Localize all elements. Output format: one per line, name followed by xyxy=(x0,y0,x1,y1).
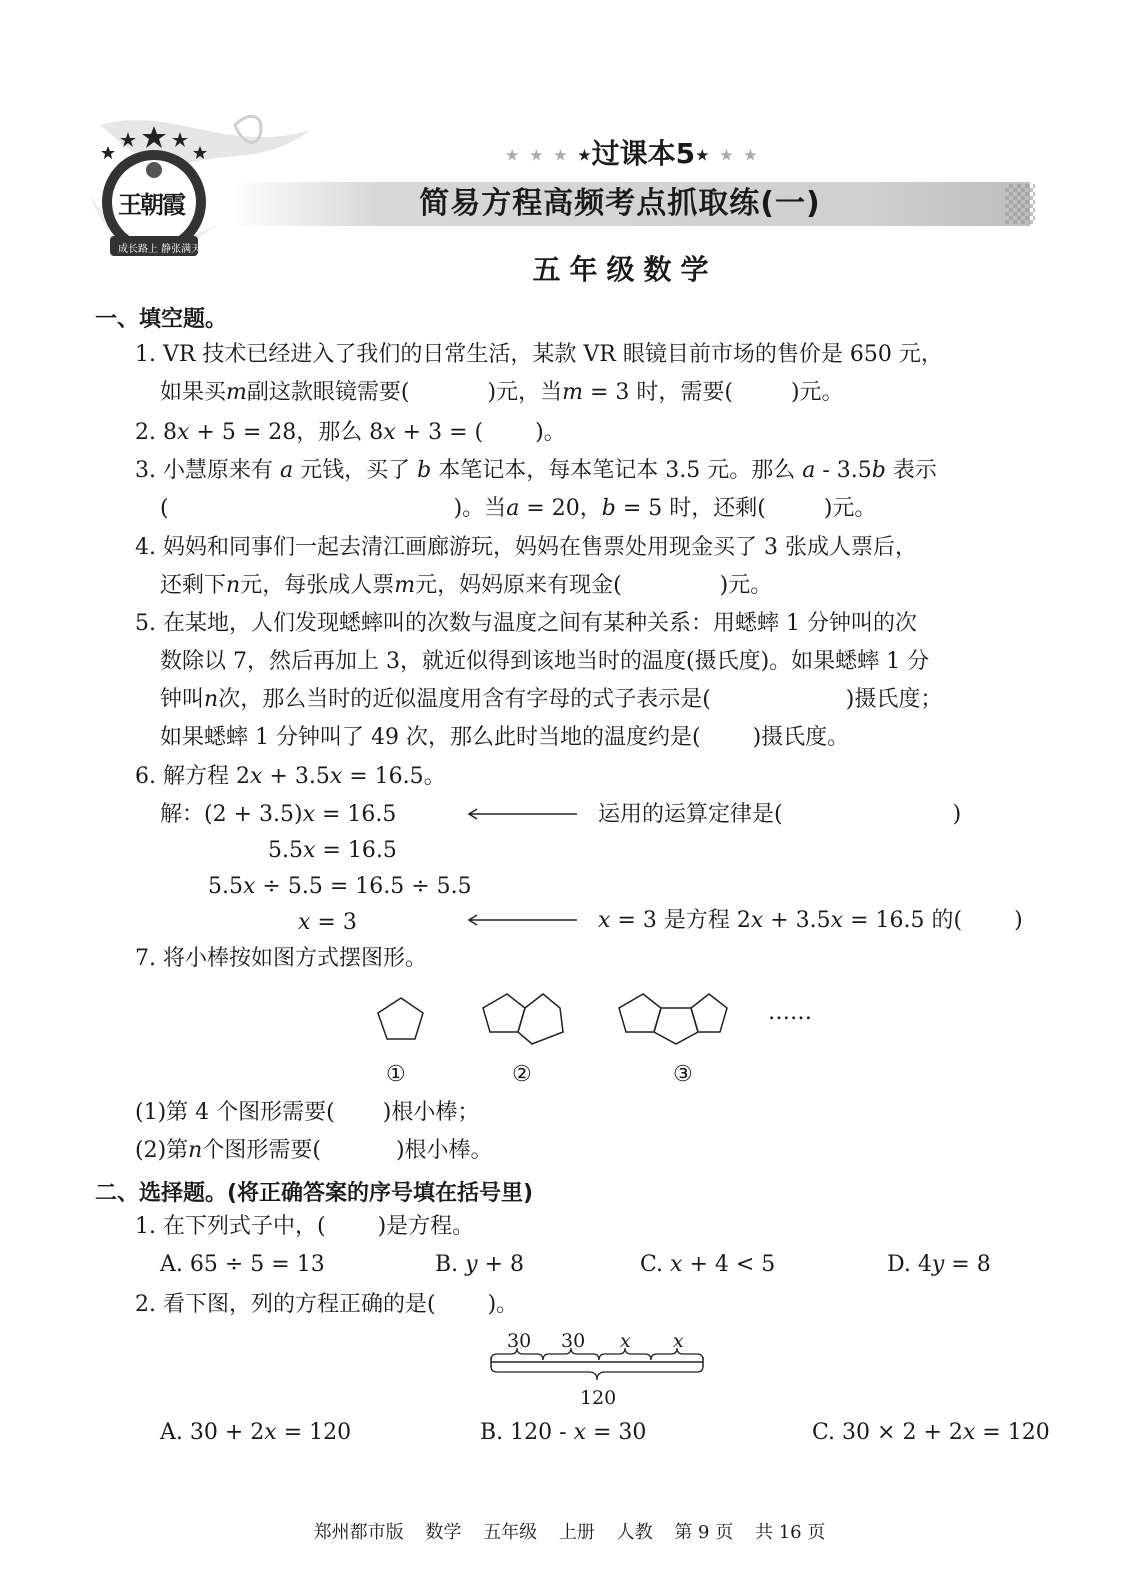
page-subtitle: 五年级数学 xyxy=(532,253,718,286)
q6-step-4: x = 3 xyxy=(298,910,357,935)
figure-label-2: ② xyxy=(512,1062,532,1087)
s2-q2-option-a[interactable]: A. 30 + 2x = 120 xyxy=(160,1420,352,1445)
s2-q2-option-b[interactable]: B. 120 - x = 30 xyxy=(480,1420,647,1445)
star-icon: ★ xyxy=(743,145,758,165)
q3-line-2: ( )。当a = 20，b = 5 时，还剩( )元。 xyxy=(160,496,877,521)
banner-checker-decoration xyxy=(1005,184,1035,224)
logo-slogan: 成长路上 静张满天 xyxy=(118,244,202,255)
segment-label: x xyxy=(620,1330,631,1352)
q5-line-4: 如果蟋蟀 1 分钟叫了 49 次，那么此时当地的温度约是( )摄氏度。 xyxy=(160,725,850,750)
s2-q1-option-c[interactable]: C. x + 4 < 5 xyxy=(640,1252,776,1277)
star-icon: ★ xyxy=(695,145,710,165)
star-icon: ★ xyxy=(719,145,734,165)
pentagon-figure-2a xyxy=(483,994,525,1032)
s2-q2-option-c[interactable]: C. 30 × 2 + 2x = 120 xyxy=(812,1420,1050,1445)
star-icon: ★ xyxy=(529,145,544,165)
s2-q1-option-d[interactable]: D. 4y = 8 xyxy=(887,1252,991,1277)
figure-label-1: ① xyxy=(386,1062,406,1087)
footer-subject: 数学 xyxy=(425,1522,462,1543)
pentagon-figure-2b xyxy=(518,994,563,1044)
arrow-left-icon xyxy=(465,912,580,928)
section-2-heading: 二、选择题。(将正确答案的序号填在括号里) xyxy=(95,1181,534,1206)
q5-line-3: 钟叫n次，那么当时的近似温度用含有字母的式子表示是( )摄氏度； xyxy=(160,687,943,712)
pentagon-figure-3b xyxy=(654,1008,698,1044)
q2-line: 2. 8x + 5 = 28，那么 8x + 3 = ( )。 xyxy=(135,420,566,445)
series-text: 过课本5 xyxy=(591,137,696,170)
arrow-left-icon xyxy=(465,806,580,822)
pentagon-pattern-figure xyxy=(370,982,780,1052)
s2-q1-stem: 1. 在下列式子中，( )是方程。 xyxy=(135,1214,475,1239)
series-label xyxy=(505,132,758,172)
footer-grade: 五年级 xyxy=(483,1522,538,1543)
footer-edition: 郑州都市版 xyxy=(313,1522,404,1543)
q5-line-1: 5. 在某地，人们发现蟋蟀叫的次数与温度之间有某种关系：用蟋蟀 1 分钟叫的次 xyxy=(135,611,917,636)
footer-page-number: 第 9 页 xyxy=(674,1522,734,1543)
q5-line-2: 数除以 7，然后再加上 3，就近似得到该地当时的温度(摄氏度)。如果蟋蟀 1 分 xyxy=(160,649,930,674)
q3-line-1: 3. 小慧原来有 a 元钱，买了 b 本笔记本，每本笔记本 3.5 元。那么 a - 3.5b 表示 xyxy=(135,458,937,483)
segment-label: 30 xyxy=(507,1330,532,1352)
segment-total: 120 xyxy=(580,1387,617,1409)
logo-text: 王朝霞 xyxy=(118,190,184,219)
star-icon: ★ xyxy=(577,145,592,165)
pentagon-figure-3a xyxy=(619,994,661,1032)
q1-line-1: 1. VR 技术已经进入了我们的日常生活，某款 VR 眼镜目前市场的售价是 650 元， xyxy=(135,342,943,367)
page-footer xyxy=(0,1518,1139,1544)
figure-label-3: ③ xyxy=(673,1062,693,1087)
pentagon-figure-3c xyxy=(691,994,727,1032)
q6-note-2: x = 3 是方程 2x + 3.5x = 16.5 的( ) xyxy=(598,908,1023,933)
segment-label: x xyxy=(673,1330,684,1352)
s2-q2-stem: 2. 看下图，列的方程正确的是( )。 xyxy=(135,1292,519,1317)
page-title: 简易方程高频考点抓取练(一) xyxy=(419,186,821,221)
footer-page-total: 共 16 页 xyxy=(754,1522,826,1543)
q6-step-2: 5.5x = 16.5 xyxy=(268,838,397,863)
footer-volume: 上册 xyxy=(558,1522,595,1543)
s2-q1-option-b[interactable]: B. y + 8 xyxy=(435,1252,525,1277)
q6-step-1: 解：(2 + 3.5)x = 16.5 xyxy=(160,802,397,827)
q7-part-2: (2)第n个图形需要( )根小棒。 xyxy=(135,1138,493,1163)
footer-publisher: 人教 xyxy=(616,1522,653,1543)
star-icon: ★ xyxy=(553,145,568,165)
q6-stem: 6. 解方程 2x + 3.5x = 16.5。 xyxy=(135,764,446,789)
q7-stem: 7. 将小棒按如图方式摆图形。 xyxy=(135,946,427,971)
section-1-heading: 一、填空题。 xyxy=(95,307,228,332)
q6-note-1: 运用的运算定律是( ) xyxy=(598,802,962,827)
q4-line-2: 还剩下n元，每张成人票m元，妈妈原来有现金( )元。 xyxy=(160,573,773,598)
star-icon: ★ xyxy=(505,145,520,165)
segment-label: 30 xyxy=(561,1330,586,1352)
q7-part-1: (1)第 4 个图形需要( )根小棒； xyxy=(135,1100,480,1125)
figure-ellipsis: …… xyxy=(768,1000,812,1025)
s2-q1-option-a[interactable]: A. 65 ÷ 5 = 13 xyxy=(160,1252,325,1277)
q6-step-3: 5.5x ÷ 5.5 = 16.5 ÷ 5.5 xyxy=(208,874,472,899)
q4-line-1: 4. 妈妈和同事们一起去清江画廊游玩，妈妈在售票处用现金买了 3 张成人票后， xyxy=(135,535,917,560)
q1-line-2: 如果买m副这款眼镜需要( )元，当m = 3 时，需要( )元。 xyxy=(160,380,844,405)
pentagon-figure-1 xyxy=(378,998,423,1039)
